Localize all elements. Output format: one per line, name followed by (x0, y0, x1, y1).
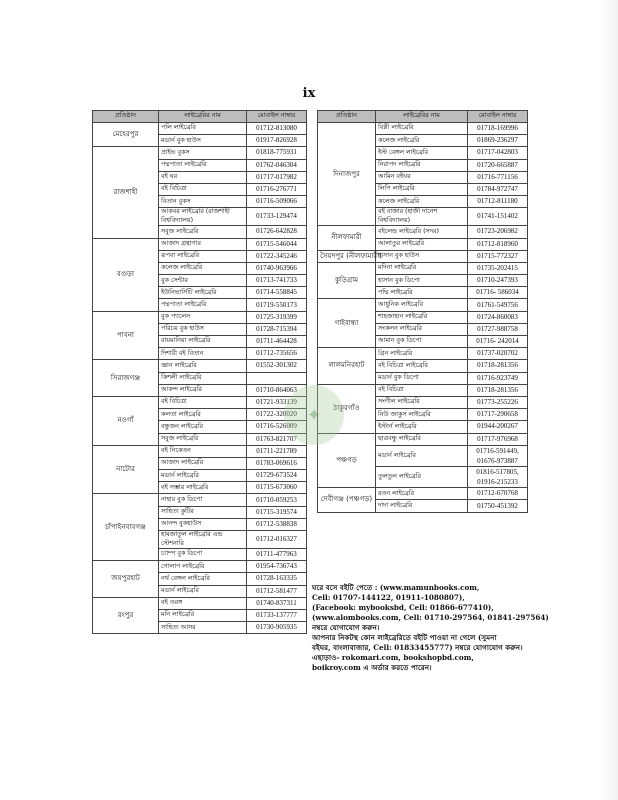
table-row (318, 226, 528, 238)
mobile-number-cell (468, 250, 528, 262)
table-row (93, 123, 307, 135)
mobile-number: 01715-673060 (256, 483, 297, 492)
mobile-number: 01722-345246 (256, 251, 297, 260)
mobile-number-cell (247, 518, 307, 530)
mobile-number: 01784-972747 (477, 185, 518, 194)
library-name-cell: পদ্মপাতা লাইব্রেরি (159, 299, 247, 311)
table-row (93, 396, 307, 408)
contact-line: boikroy.com এ অর্ডার করতে পারেন। (312, 662, 432, 672)
library-name-cell: বই বিচিত্রা লাইব্রেরি (376, 360, 468, 372)
library-name-cell: কলেজ লাইব্রেরি (376, 135, 468, 147)
mobile-number: 01916-215233 (477, 478, 518, 487)
mobile-number: 01733-137777 (256, 611, 297, 620)
mobile-number-cell (247, 147, 307, 159)
mobile-number-cell (468, 135, 528, 147)
header-institution: প্রতিষ্ঠান (93, 111, 159, 123)
mobile-number: 01869-236297 (477, 136, 518, 145)
region-cell: দেবীগঞ্জ (পঞ্চগড়) (318, 488, 376, 512)
region-cell: রাজশাহী (93, 147, 159, 238)
library-name-cell: পদ্মপাতা লাইব্রেরি (159, 159, 247, 171)
mobile-number-cell (247, 372, 307, 384)
library-name-cell: লিপি লাইব্রেরি (376, 183, 468, 195)
mobile-number: 01712-818960 (477, 239, 518, 248)
mobile-number-cell (247, 573, 307, 585)
library-name-cell: ছাত্রবন্ধু লাইব্রেরি (376, 433, 468, 445)
mobile-number: 01716- 586034 (476, 288, 519, 297)
mobile-number: 01740-963966 (256, 263, 297, 272)
library-name-cell: ইউনিভার্সিটি লাইব্রেরি (159, 287, 247, 299)
mobile-number-cell (468, 275, 528, 287)
library-name-cell: নিউ জাকুস লাইব্রেরি (376, 409, 468, 421)
mobile-number: 01712-016327 (256, 535, 297, 543)
mobile-number-cell (468, 360, 528, 372)
library-name-cell: প্রাইভ বুকস (159, 147, 247, 159)
table-row (93, 238, 307, 250)
region-cell: পাবনা (93, 311, 159, 360)
mobile-number-cell (247, 287, 307, 299)
mobile-number-cell (468, 466, 528, 487)
mobile-number: 01715-546044 (256, 239, 297, 248)
mobile-number: 01727-988758 (477, 324, 518, 333)
library-name-cell: সাহিত্য আসর (159, 622, 247, 634)
library-name-cell: কলেজ লাইব্রেরি (159, 262, 247, 274)
table-row (318, 488, 528, 500)
table-row (318, 262, 528, 274)
library-name-cell: বই তরঙ্গ (159, 597, 247, 609)
mobile-number: 01735-202415 (477, 263, 518, 272)
library-name-cell: আমিন বইঘর (376, 171, 468, 183)
library-name-cell: জ্ঞান লাইব্রেরি (159, 360, 247, 372)
library-name-cell: আনন্দ বুকহাউস (159, 518, 247, 530)
region-cell: নীলফামারী (318, 226, 376, 250)
mobile-number: 01711-464428 (256, 337, 297, 346)
library-name-cell: গ্রিন লাইব্রেরি (376, 348, 468, 360)
mobile-number: 01724-860083 (477, 312, 518, 321)
library-name-cell: বই বিচিত্রা (159, 183, 247, 195)
region-cell: মেহেরপুর (93, 123, 159, 147)
mobile-number-cell (247, 208, 307, 226)
mobile-number: 01676-973887 (477, 456, 518, 465)
library-name-cell: নাহার বুক ডিপো (159, 494, 247, 506)
table-row (93, 445, 307, 457)
mobile-number: 01710-864063 (256, 385, 297, 394)
table-row (93, 147, 307, 159)
mobile-number: 01716-923749 (477, 373, 518, 382)
library-name-cell: হাসান বুক ডিপো (376, 275, 468, 287)
header-institution: প্রতিষ্ঠান (318, 111, 376, 123)
mobile-number-cell (247, 445, 307, 457)
region-cell: লালমনিরহাট (318, 348, 376, 385)
library-name-cell: মডার্ন বুক হাউস (159, 135, 247, 147)
library-name-cell: আধুনিক লাইব্রেরি (376, 299, 468, 311)
library-name-cell: তুলতুল লাইব্রেরি (376, 466, 468, 487)
mobile-number: 01715-319574 (256, 507, 297, 516)
contact-line: নম্বরে যোগাযোগ করুন। (312, 622, 380, 632)
library-name-cell: পরিচয় বুক হাউস (159, 323, 247, 335)
mobile-number-cell (247, 470, 307, 482)
table-row (93, 311, 307, 323)
mobile-number: 01761-549756 (477, 300, 518, 309)
library-name-cell: বই বিচিত্রা (159, 396, 247, 408)
table-row (93, 561, 307, 573)
mobile-number: 01716-771156 (477, 172, 518, 181)
mobile-number-cell (247, 609, 307, 621)
mobile-number-cell (468, 299, 528, 311)
page-edge (598, 0, 618, 800)
library-name-cell: চ্যাম্প বুক ডিপো (159, 549, 247, 561)
mobile-number: 01729-673524 (256, 471, 297, 480)
library-name-cell: রতন লাইব্রেরি (376, 488, 468, 500)
library-name-cell: মডার্ন লাইব্রেরি (159, 585, 247, 597)
mobile-number-cell (247, 171, 307, 183)
mobile-number: 01737-020702 (477, 349, 518, 358)
mobile-number: 01712-581477 (256, 586, 297, 595)
mobile-number-cell (247, 323, 307, 335)
mobile-number: 01723-206982 (477, 227, 518, 236)
table-row (93, 360, 307, 372)
library-name-cell: আলাতুর লাইব্রেরি (376, 238, 468, 250)
mobile-number: 01762-046304 (256, 160, 297, 169)
mobile-number: 01818-775931 (256, 148, 297, 157)
mobile-number-cell (468, 500, 528, 512)
mobile-number-cell (247, 311, 307, 323)
mobile-number-cell (247, 348, 307, 360)
mobile-number: 01740-837311 (256, 598, 297, 607)
library-name-cell: কিশলী লাইব্রেরি (159, 372, 247, 384)
library-name-cell: মডার্ন লাইব্রেরি (159, 470, 247, 482)
library-name-cell: আজাদ গ্রন্থাগার (159, 238, 247, 250)
mobile-number: 01741-151402 (477, 212, 518, 221)
mobile-number: 01720-665887 (477, 160, 518, 169)
mobile-number: 01716-591449, (476, 446, 519, 455)
mobile-number-cell (247, 275, 307, 287)
library-name-cell: সবুজ লাইব্রেরি (159, 433, 247, 445)
mobile-number-cell (247, 506, 307, 518)
mobile-number: 01773-255226 (477, 398, 518, 407)
mobile-number: 01716-276771 (256, 185, 297, 194)
mobile-number-cell (468, 323, 528, 335)
mobile-number-cell (468, 396, 528, 408)
mobile-number-cell (247, 597, 307, 609)
mobile-number-cell (468, 196, 528, 208)
mobile-number-cell (247, 159, 307, 171)
library-table-left (92, 110, 307, 634)
contact-line: ঘরে বসে বইটি পেতে : (www.mamunbooks.com, (312, 583, 480, 592)
mobile-number-cell (468, 147, 528, 159)
region-cell: চাঁপাইনবাবগঞ্জ (93, 494, 159, 561)
table-row (318, 299, 528, 311)
library-name-cell: আকবর লাইব্রেরি (রাজশাহী বিশ্ববিদ্যালয়) (159, 208, 247, 226)
library-name-cell: মডার্ন বুক ডিপো (376, 372, 468, 384)
library-name-cell: রায়মানিয়া লাইব্রেরি (159, 336, 247, 348)
mobile-number: 01716- 242014 (476, 337, 519, 346)
table-row (318, 384, 528, 396)
mobile-number-cell (247, 250, 307, 262)
library-name-cell: ইস্ট বেঙ্গল লাইব্রেরি (376, 147, 468, 159)
mobile-number: 01714-558845 (256, 288, 297, 297)
library-name-cell: সাহিত্য কুটির (159, 506, 247, 518)
mobile-number: 01716-509066 (256, 197, 297, 206)
region-cell: সিরাজগঞ্জ (93, 360, 159, 397)
mobile-number: 01816-517805, (476, 467, 519, 476)
mobile-number: 01712-670768 (477, 489, 518, 498)
mobile-number: 01954-736743 (256, 562, 297, 571)
table-header-row (318, 111, 528, 123)
library-name-cell: কলতা লাইব্রেরি (159, 409, 247, 421)
mobile-number-cell (247, 561, 307, 573)
mobile-number: 01552-301302 (256, 361, 297, 370)
mobile-number-cell (468, 445, 528, 466)
mobile-number-cell (468, 311, 528, 323)
mobile-number: 01711-477963 (256, 550, 297, 559)
library-name-cell: রূপবা লাইব্রেরি (159, 250, 247, 262)
region-cell: নাটোর (93, 445, 159, 494)
mobile-number-cell (468, 433, 528, 445)
mobile-number-cell (247, 531, 307, 549)
library-name-cell: বই নিকেতন (159, 445, 247, 457)
mobile-number-cell (468, 421, 528, 433)
mobile-number: 01728-163335 (256, 574, 297, 583)
library-name-cell: মদিনা লাইব্রেরি (376, 262, 468, 274)
mobile-number: 01730-905935 (256, 623, 297, 632)
contact-line: বইঘর, বাংলাবাজার, Cell: 01833455777) নম্বরে যোগাযোগ করুন। (312, 642, 523, 652)
mobile-number: 01763-821707 (256, 434, 297, 443)
mobile-number-cell (468, 183, 528, 195)
library-name-cell: গোলাপ লাইব্রেরি (159, 561, 247, 573)
library-name-cell: বুক প্যালেস (159, 311, 247, 323)
library-name-cell: আজাদ লাইব্রেরি (159, 457, 247, 469)
library-table-right (317, 110, 528, 513)
mobile-number: 01728-715394 (256, 324, 297, 333)
mobile-number-cell (468, 226, 528, 238)
mobile-number: 01713-741733 (256, 276, 297, 285)
mobile-number-cell (468, 372, 528, 384)
region-cell: জয়পুরহাট (93, 561, 159, 598)
mobile-number: 01717-042803 (477, 148, 518, 157)
library-name-cell: বন্ধুজন লাইব্রেরি (159, 421, 247, 433)
contact-line: (www.alombooks.com, Cell: 01710-297564, 01841-297564) (312, 612, 549, 622)
library-name-cell: সংগীল লাইব্রেরি (376, 396, 468, 408)
mobile-number-cell (468, 171, 528, 183)
library-name-cell: মডার্ন লাইব্রেরি (376, 445, 468, 466)
mobile-number: 01718-281356 (477, 361, 518, 370)
mobile-number: 01712-813080 (256, 124, 297, 133)
region-cell: কুড়িগ্রাম (318, 262, 376, 299)
contact-line: এছাড়াও- rokomari.com, bookshopbd.com, (312, 652, 474, 662)
mobile-number: 01712-735656 (256, 349, 297, 358)
library-name-cell: বুক সেন্টার (159, 275, 247, 287)
library-name-cell: বই বাজার (হাজী দানেশ বিশ্ববিদ্যালয়) (376, 208, 468, 226)
mobile-number: 01717-976968 (477, 434, 518, 443)
library-name-cell: বই সম্ভার লাইব্রেরি (159, 482, 247, 494)
mobile-number: 01725-319399 (256, 312, 297, 321)
mobile-number-cell (468, 384, 528, 396)
table-row (318, 123, 528, 135)
region-cell: সৈয়দপুর (নীলফামারী) (318, 250, 376, 262)
mobile-number-cell (468, 262, 528, 274)
mobile-number: 01717-290658 (477, 410, 518, 419)
library-name-cell: বইলেন্ড লাইব্রেরি (সদর) (376, 226, 468, 238)
library-name-cell: আকন্দ লাইব্রেরি (159, 384, 247, 396)
table-row (318, 348, 528, 360)
region-cell: গাইবান্ধা (318, 299, 376, 348)
library-name-cell: ইস্টার্ন লাইব্রেরি (376, 421, 468, 433)
mobile-number-cell (247, 549, 307, 561)
mobile-number-cell (247, 457, 307, 469)
mobile-number-cell (468, 409, 528, 421)
library-name-cell: বই ঘর (159, 171, 247, 183)
mobile-number-cell (247, 482, 307, 494)
mobile-number-cell (247, 135, 307, 147)
library-name-cell: বিতান বুকস (159, 196, 247, 208)
contact-line: (Facebook: mybooksbd, Cell: 01866-677410), (312, 602, 494, 612)
header-mobile: মোবাইল নাম্বার (468, 111, 528, 123)
mobile-number-cell (247, 299, 307, 311)
mobile-number-cell (247, 360, 307, 372)
mobile-number: 01712-538838 (256, 519, 297, 528)
mobile-number-cell (247, 494, 307, 506)
mobile-number: 01710-247393 (477, 276, 518, 285)
mobile-number-cell (247, 262, 307, 274)
library-name-cell: কলেজ লাইব্রেরি (376, 196, 468, 208)
mobile-number: 01718-281356 (477, 385, 518, 394)
region-cell: পঞ্চগড় (318, 433, 376, 488)
mobile-number: 01715-772327 (477, 251, 518, 260)
mobile-number: 01750-451392 (477, 501, 518, 510)
library-name-cell: শাহজাহান লাইব্রেরি (376, 311, 468, 323)
library-name-cell: দিশারী বই বিতান (159, 348, 247, 360)
region-cell: রংপুর (93, 597, 159, 634)
mobile-number-cell (468, 336, 528, 348)
header-mobile: মোবাইল নাম্বার (247, 111, 307, 123)
mobile-number: 01733-129474 (256, 212, 297, 221)
mobile-number-cell (247, 622, 307, 634)
region-cell: বগুড়া (93, 238, 159, 311)
mobile-number-cell (468, 287, 528, 299)
watermark-seal: ✦ (284, 385, 344, 445)
mobile-number-cell (247, 336, 307, 348)
mobile-number-cell (247, 238, 307, 250)
library-name-cell: আমান বুক ডিপো (376, 336, 468, 348)
region-cell: দিনাজপুর (318, 123, 376, 226)
library-name-cell: পদ্মি লাইব্রেরি (376, 287, 468, 299)
contact-line: আপনার নিকটস্থ কোন লাইব্রেরিতে বইটি পাওয়া না গেলে (সুমনা (312, 632, 497, 642)
mobile-number-cell (247, 226, 307, 238)
mobile-number: 01716-526009 (256, 422, 297, 431)
mobile-number-cell (468, 208, 528, 226)
contact-info (312, 583, 549, 672)
mobile-number: 01710-059253 (256, 495, 297, 504)
mobile-number: 01722-320020 (256, 410, 297, 419)
page-number: ix (302, 86, 316, 101)
library-name-cell: পলি লাইব্রেরি (159, 123, 247, 135)
contact-line: Cell: 01707-144122, 01911-1080807), (312, 592, 465, 602)
mobile-number: 01717-017982 (256, 172, 297, 181)
library-name-cell: সংকলন লাইব্রেরি (376, 323, 468, 335)
mobile-number: 01726-642828 (256, 227, 297, 236)
library-name-cell: মনি লাইব্রেরি (159, 609, 247, 621)
mobile-number: 01917-826928 (256, 136, 297, 145)
table-row (93, 597, 307, 609)
mobile-number-cell (468, 238, 528, 250)
mobile-number-cell (468, 123, 528, 135)
mobile-number-cell (468, 348, 528, 360)
library-name-cell: বই বিচিত্রা (376, 384, 468, 396)
library-name-cell: হামজাতুল লাইব্রেরি এন্ড স্টেশনারি (159, 531, 247, 549)
mobile-number-cell (247, 196, 307, 208)
library-name-cell: নর্থ বেঙ্গল লাইব্রেরি (159, 573, 247, 585)
mobile-number: 01944-200267 (477, 422, 518, 431)
mobile-number-cell (247, 123, 307, 135)
mobile-number-cell (247, 183, 307, 195)
mobile-number-cell (468, 159, 528, 171)
library-name-cell: সবুজ লাইব্রেরি (159, 226, 247, 238)
mobile-number: 01711-221789 (256, 446, 297, 455)
region-cell: ঠাকুরগাঁও (318, 384, 376, 433)
mobile-number: 01721-933139 (256, 398, 297, 407)
header-library-name: লাইব্রেরির নাম (159, 111, 247, 123)
mobile-number: 01712-811180 (477, 197, 518, 206)
mobile-number-cell (247, 585, 307, 597)
region-cell: নওগাঁ (93, 396, 159, 445)
mobile-number: 01718-169996 (477, 124, 518, 133)
table-row (318, 250, 528, 262)
library-name-cell: নিরাপদ লাইব্রেরি (376, 159, 468, 171)
library-name-cell: বিপ্লী লাইব্রেরি (376, 123, 468, 135)
table-row (318, 433, 528, 445)
library-name-cell: হাসান বুক হাউস (376, 250, 468, 262)
library-name-cell: দাদা লাইব্রেরি (376, 500, 468, 512)
mobile-number: 01783-069616 (256, 458, 297, 467)
header-library-name: লাইব্রেরির নাম (376, 111, 468, 123)
mobile-number-cell (468, 488, 528, 500)
mobile-number: 01719-550173 (256, 300, 297, 309)
table-row (93, 494, 307, 506)
table-header-row (93, 111, 307, 123)
